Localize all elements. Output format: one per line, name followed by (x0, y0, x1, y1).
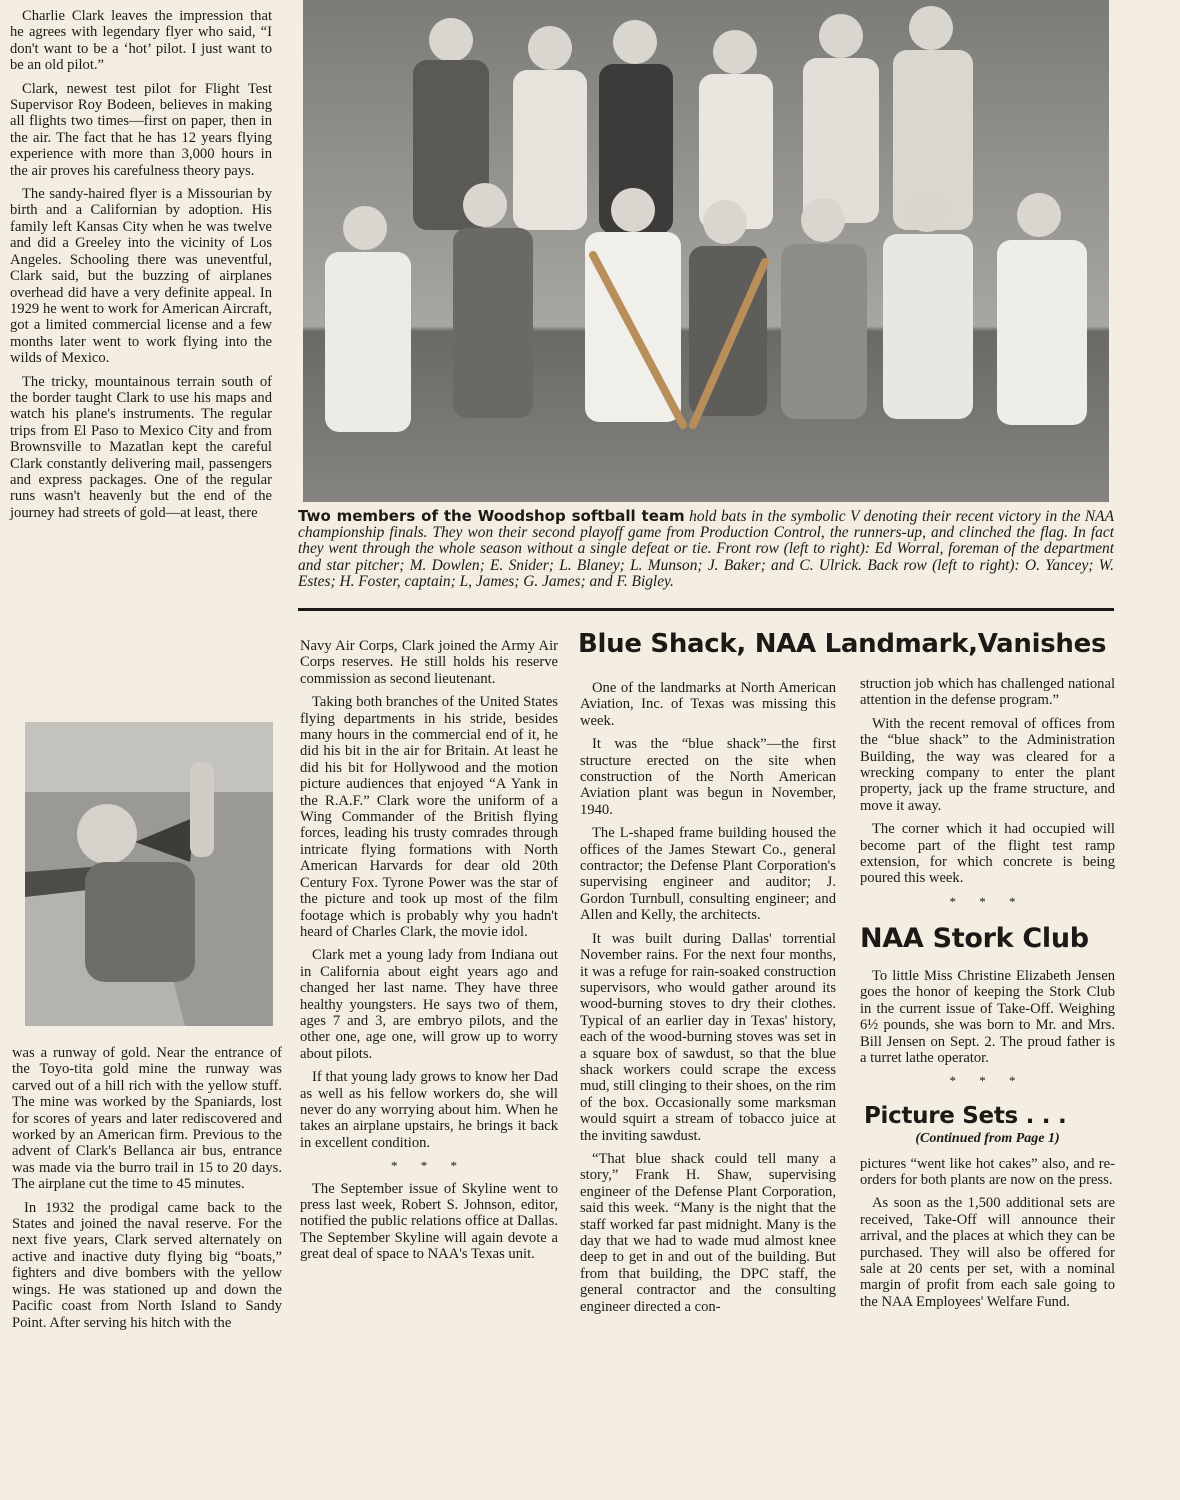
photo-caption (298, 508, 1114, 590)
clark-paragraph-3: The sandy-haired flyer is a Missourian by birth and a Californian by adoption. His family left Kansas City when he was twelve and did a Greeley into the vicinity of Los Angeles. Schooling there was uneventful, Clark said, but the buzzing of airplanes overhead did have a very definite appeal. In 1929 he went to work for American Aircraft, got a limited commercial license and a few months later went to work flying into the wilds of Mexico. (10, 186, 272, 367)
separator-stars-2: * * * (949, 893, 1026, 909)
blue-shack-paragraph-5: “That blue shack could tell many a story,” Frank H. Shaw, supervising engineer of the Defense Plant Corporation, said this week. “Many is the night that the staff worked far past midnight. Many is the day that we had to wade mud almost knee deep to get in and out of the building. But from that building, the DPC staff, the general contractor and the consulting engineer directed a con- (580, 1150, 836, 1315)
clark-paragraph-9: Clark met a young lady from Indiana out in California about eight years ago and changed her last name. They have three healthy youngsters. He says two of them, ages 7 and 3, are embryo pilots, and the other one, age one, will grow up to worry about pilots. (300, 947, 558, 1062)
softball-team-image (303, 0, 1109, 502)
skyline-paragraph: The September issue of Skyline went to press last week, Robert S. Johnson, editor, notified the public relations office at Dallas. The September Skyline will again devote a great deal of space to NAA's Texas unit. (300, 1180, 558, 1263)
picture-sets-paragraph-1: pictures “went like hot cakes” also, and re-orders for both plants are now on the press. (860, 1155, 1115, 1188)
column-2 (300, 638, 558, 1270)
blue-shack-paragraph-8: The corner which it had occupied will become part of the flight test ramp extension, for which concrete is being poured this week. (860, 821, 1115, 887)
softball-team-photo (303, 0, 1109, 502)
column-1-top (10, 8, 272, 528)
picture-sets-headline: Picture Sets . . . (864, 1102, 1067, 1129)
caption-body: hold bats in the symbolic V denoting their recent victory in the NAA championship finals. They won their second playoff game from Production Control, the runners-up, and clinched the flag. In fact they went through the whole season without a single defeat or tie. Front row (left to right): Ed Worral, foreman of the department and star pitcher; M. Dowlen; E. Snider; L. Blaney; L. Munson; J. Baker; and C. Ulrick. Back row (left to right): O. Yancey; W. Estes; H. Foster, captain; L, James; G. James; and F. Bigley. (298, 508, 1114, 590)
caption-rule (298, 608, 1114, 611)
blue-shack-paragraph-4: It was built during Dallas' torrential November rains. For the next four months, it was a refuge for rain-soaked construction supervisors, who would gather around its wood-burning stoves to dry their clothes. Typical of an earlier day in Texas' history, each of the wood-burning stoves was set in a square box of sawdust, so that the blue shack workers could scrape the excess mud, still clinging to their shoes, on the rim of the box. Occasionally some marksman would squirt a stream of tobacco juice at the inviting sawdust. (580, 930, 836, 1144)
clark-paragraph-1: Charlie Clark leaves the impression that he agrees with legendary flyer who said, “I don't want to be a ‘hot’ pilot. I just want to be an old pilot.” (10, 8, 272, 74)
blue-shack-paragraph-7: With the recent removal of offices from the “blue shack” to the Administration Building, the way was cleared for a wrecking company to enter the plant property, jack up the frame structure, and move it away. (860, 715, 1115, 814)
picture-sets-paragraph-2: As soon as the 1,500 additional sets are received, Take-Off will announce their arrival, and the places at which they can be purchased. They will also be offered for sale at 20 cents per set, with a nominal margin of profit from each sale going to the NAA Employees' Welfare Fund. (860, 1195, 1115, 1310)
blue-shack-paragraph-3: The L-shaped frame building housed the offices of the James Stewart Co., general contractor; the Defense Plant Corporation's supervising engineer and auditor; J. Gordon Turnbull, consulting engineer; and Allen and Kelly, the architects. (580, 825, 836, 924)
separator-stars: * * * (391, 1158, 467, 1174)
clark-paragraph-10: If that young lady grows to know her Dad as well as his fellow workers do, she will never do any worrying about him. When he takes an airplane upstairs, he brings it back in excellent condition. (300, 1069, 558, 1151)
blue-shack-headline: Blue Shack, NAA Landmark,Vanishes (578, 629, 1107, 659)
clark-portrait-photo (25, 722, 273, 1026)
column-3 (580, 680, 836, 1322)
clark-paragraph-8: Taking both branches of the United States flying departments in his stride, besides many hours in the commercial end of it, he did his bit in the air for Britain. At least he did his bit for Hollywood and the motion picture audiences that enjoyed “A Yank in the R.A.F.” Clark wore the uniform of a Wing Commander of the British flying forces, leading his trusty comrades through intricate flying formations with North American Harvards for dear old 20th Century Fox. Tyrone Power was the star of the picture and took up most of the film footage which is probably why you hadn't heard of Charles Clark, the movie idol. (300, 694, 558, 940)
stork-club-paragraph: To little Miss Christine Elizabeth Jensen goes the honor of keeping the Stork Club in the current issue of Take-Off. Weighing 6½ pounds, she was born to Mr. and Mrs. Bill Jensen on Sept. 2. The proud father is a turret lathe operator. (860, 967, 1115, 1066)
caption-lead: Two members of the Woodshop softball team (298, 507, 685, 525)
blue-shack-paragraph-1: One of the landmarks at North American Aviation, Inc. of Texas was missing this week. (580, 680, 836, 729)
column-1-bottom (12, 1045, 282, 1338)
clark-paragraph-7: Navy Air Corps, Clark joined the Army Air Corps reserves. He still holds his reserve commission as second lieutenant. (300, 638, 558, 687)
stork-club-headline: NAA Stork Club (860, 923, 1089, 955)
clark-paragraph-2: Clark, newest test pilot for Flight Test Supervisor Roy Bodeen, believes in making all flights two times—first on paper, then in the air. The fact that he has 12 years flying experience with more than 3,000 hours in the air proves his carefulness theory pays. (10, 80, 272, 179)
separator-stars-3: * * * (949, 1073, 1026, 1089)
picture-sets-subhead: (Continued from Page 1) (915, 1131, 1060, 1147)
column-4 (860, 676, 1115, 1317)
clark-portrait-image (25, 722, 273, 1026)
clark-paragraph-5: was a runway of gold. Near the entrance of the Toyo-tita gold mine the runway was carved out of a hill rich with the yellow stuff. The mine was worked by the Spaniards, lost for scores of years and later rediscovered and worked by an American firm. Previous to the advent of Clark's Bellanca air bus, entrance was made via the burro trail in 15 to 20 days. The airplane cut the time to 45 minutes. (12, 1045, 282, 1193)
blue-shack-paragraph-6: struction job which has challenged national attention in the defense program.” (860, 676, 1115, 709)
blue-shack-paragraph-2: It was the “blue shack”—the first structure erected on the site when construction of the North American Aviation plant was begun in November, 1940. (580, 736, 836, 818)
clark-paragraph-4: The tricky, mountainous terrain south of the border taught Clark to use his maps and watch his plane's instruments. The regular trips from El Paso to Mexico City and from Brownsville to Mazatlan kept the careful Clark constantly delivering mail, passengers and express packages. One of the regular runs wasn't heavenly but the end of the journey had streets of gold—at least, there (10, 373, 272, 521)
clark-paragraph-6: In 1932 the prodigal came back to the States and joined the naval reserve. For the next five years, Clark served alternately on active and inactive duty flying big “boats,” fighters and dive bombers with the yellow wings. He was stationed up and down the Pacific coast from North Island to Sandy Point. After serving his hitch with the (12, 1199, 282, 1331)
